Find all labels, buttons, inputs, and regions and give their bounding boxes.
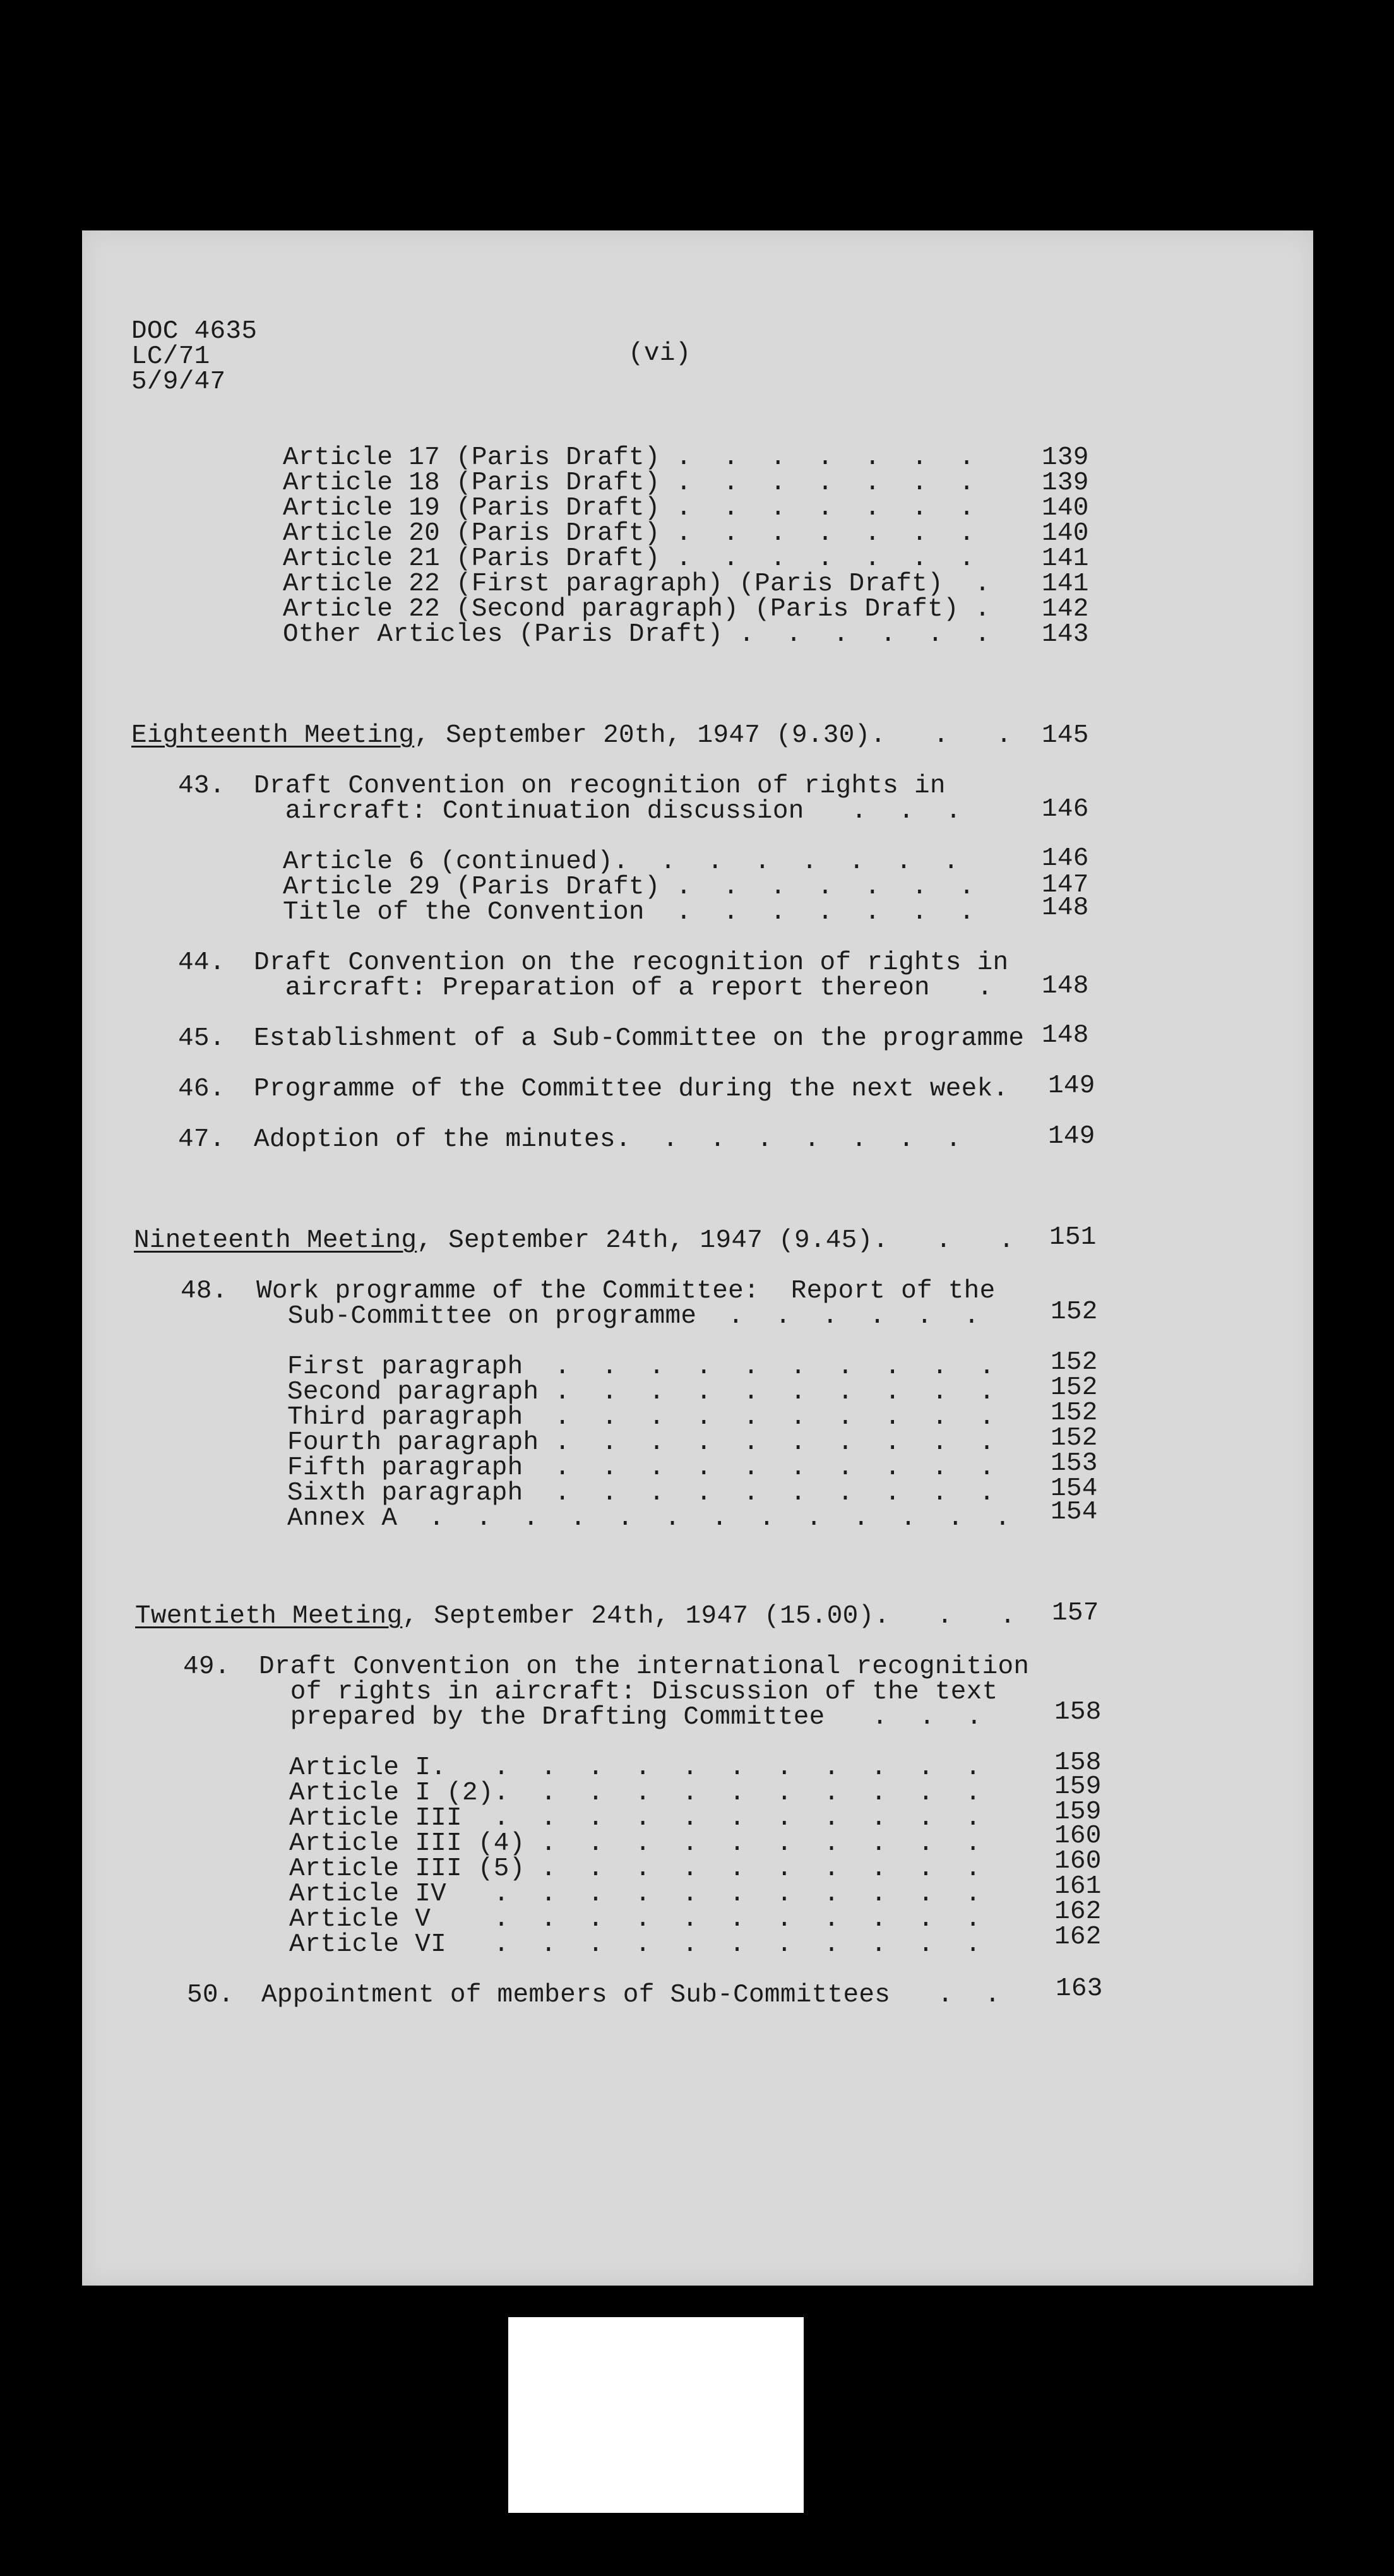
toc-entry: Article I (2). . . . . . . . . . . xyxy=(289,1779,981,1808)
meeting-date: , September 20th, 1947 (9.30). . . xyxy=(414,721,1012,750)
toc-page: 140 xyxy=(1042,494,1089,523)
toc-page: 141 xyxy=(1042,569,1089,599)
toc-page: 157 xyxy=(1052,1599,1099,1628)
meeting-title: Nineteenth Meeting xyxy=(134,1226,417,1255)
toc-page: 143 xyxy=(1042,620,1089,649)
item-number: 43. xyxy=(178,772,225,801)
item-text: Appointment of members of Sub-Committees . . xyxy=(261,1981,1001,2010)
toc-entry: Article 29 (Paris Draft) . . . . . . . xyxy=(283,873,975,902)
meeting-heading xyxy=(131,723,1012,748)
item-number: 48. xyxy=(181,1277,228,1306)
toc-entry: Article III (4) . . . . . . . . . . xyxy=(289,1829,981,1858)
toc-page: 139 xyxy=(1042,443,1089,472)
item-number: 47. xyxy=(178,1125,225,1154)
toc-entry: Article III . . . . . . . . . . . xyxy=(289,1804,981,1833)
item-text: Establishment of a Sub-Committee on the programme xyxy=(254,1024,1025,1053)
toc-page: 154 xyxy=(1051,1474,1098,1503)
toc-page: 161 xyxy=(1054,1872,1102,1901)
toc-entry: Article 19 (Paris Draft) . . . . . . . xyxy=(283,494,975,523)
item-text: Work programme of the Committee: Report of the xyxy=(256,1277,996,1306)
toc-page: 149 xyxy=(1048,1071,1095,1100)
toc-page: 147 xyxy=(1042,871,1089,900)
toc-page: 162 xyxy=(1054,1923,1102,1952)
toc-page: 162 xyxy=(1054,1897,1102,1926)
toc-entry: Article IV . . . . . . . . . . . xyxy=(289,1880,981,1909)
item-text: prepared by the Drafting Committee . . . xyxy=(259,1703,982,1732)
meeting-date: , September 24th, 1947 (15.00). . . xyxy=(402,1602,1016,1631)
toc-entry: Article V . . . . . . . . . . . xyxy=(289,1905,981,1934)
toc-entry: Article III (5) . . . . . . . . . . xyxy=(289,1854,981,1883)
toc-page: 153 xyxy=(1051,1449,1098,1478)
toc-entry: First paragraph . . . . . . . . . . xyxy=(287,1352,995,1381)
toc-entry: Article 22 (First paragraph) (Paris Draft) . xyxy=(283,569,991,599)
item-number: 46. xyxy=(178,1075,225,1104)
meeting-title: Eighteenth Meeting xyxy=(131,721,415,750)
toc-page: 145 xyxy=(1042,721,1089,750)
toc-page: 142 xyxy=(1042,595,1089,624)
toc-page: 148 xyxy=(1042,972,1089,1001)
toc-entry: Article VI . . . . . . . . . . . xyxy=(289,1930,981,1959)
meeting-title: Twentieth Meeting xyxy=(135,1602,403,1631)
toc-entry: Sixth paragraph . . . . . . . . . . xyxy=(287,1479,995,1508)
toc-page: 158 xyxy=(1054,1698,1102,1727)
item-number: 50. xyxy=(187,1981,234,2010)
toc-page: 141 xyxy=(1042,544,1089,573)
item-text: Sub-Committee on programme . . . . . . xyxy=(256,1302,980,1331)
toc-page: 152 xyxy=(1051,1297,1098,1327)
item-number: 49. xyxy=(183,1652,230,1681)
toc-page: 152 xyxy=(1051,1424,1098,1453)
item-text: aircraft: Continuation discussion . . . xyxy=(254,797,962,826)
toc-page: 151 xyxy=(1049,1223,1097,1252)
item-text: Programme of the Committee during the next week. xyxy=(254,1075,1009,1104)
item-text: aircraft: Preparation of a report thereon . xyxy=(254,974,993,1003)
toc-page: 148 xyxy=(1042,1021,1089,1050)
toc-entry: Annex A . . . . . . . . . . . . . xyxy=(287,1504,1011,1533)
toc-page: 152 xyxy=(1051,1348,1098,1377)
toc-page: 140 xyxy=(1042,519,1089,548)
toc-page: 163 xyxy=(1056,1974,1103,2003)
meeting-heading xyxy=(135,1604,1016,1629)
toc-entry: Second paragraph . . . . . . . . . . xyxy=(287,1378,995,1407)
toc-page: 154 xyxy=(1051,1498,1098,1527)
doc-code: LC/71 xyxy=(131,342,210,371)
page-label: (vi) xyxy=(628,339,691,368)
doc-date: 5/9/47 xyxy=(131,367,226,397)
toc-page: 149 xyxy=(1048,1122,1095,1151)
toc-entry: Third paragraph . . . . . . . . . . xyxy=(287,1403,995,1432)
toc-page: 160 xyxy=(1054,1822,1102,1851)
item-text: of rights in aircraft: Discussion of the text xyxy=(259,1678,998,1707)
toc-page: 159 xyxy=(1054,1772,1102,1801)
toc-page: 146 xyxy=(1042,844,1089,873)
toc-entry: Title of the Convention . . . . . . . xyxy=(283,898,975,927)
item-text: Draft Convention on the international recognition xyxy=(259,1652,1030,1681)
toc-entry: Article 21 (Paris Draft) . . . . . . . xyxy=(283,544,975,573)
item-text: Draft Convention on the recognition of rights in xyxy=(254,948,1009,977)
toc-page: 158 xyxy=(1054,1748,1102,1777)
item-number: 44. xyxy=(178,948,225,977)
item-text: Draft Convention on recognition of rights in xyxy=(254,772,946,801)
toc-entry: Article 22 (Second paragraph) (Paris Draft) . xyxy=(283,595,991,624)
toc-entry: Article I. . . . . . . . . . . . xyxy=(289,1753,981,1782)
toc-entry: Article 17 (Paris Draft) . . . . . . . xyxy=(283,443,975,472)
toc-page: 148 xyxy=(1042,893,1089,922)
toc-page: 139 xyxy=(1042,468,1089,498)
toc-entry: Fifth paragraph . . . . . . . . . . xyxy=(287,1453,995,1482)
meeting-date: , September 24th, 1947 (9.45). . . xyxy=(417,1226,1015,1255)
toc-entry: Fourth paragraph . . . . . . . . . . xyxy=(287,1428,995,1457)
blank-card xyxy=(508,2317,804,2513)
item-number: 45. xyxy=(178,1024,225,1053)
toc-page: 152 xyxy=(1051,1398,1098,1428)
toc-entry: Article 18 (Paris Draft) . . . . . . . xyxy=(283,468,975,498)
toc-page: 159 xyxy=(1054,1798,1102,1827)
item-text: Adoption of the minutes. . . . . . . . xyxy=(254,1125,962,1154)
toc-entry: Other Articles (Paris Draft) . . . . . . xyxy=(283,620,991,649)
toc-page: 152 xyxy=(1051,1373,1098,1402)
toc-page: 160 xyxy=(1054,1847,1102,1876)
toc-page: 146 xyxy=(1042,795,1089,824)
meeting-heading xyxy=(134,1228,1015,1253)
toc-entry: Article 20 (Paris Draft) . . . . . . . xyxy=(283,519,975,548)
toc-entry: Article 6 (continued). . . . . . . . xyxy=(283,847,959,876)
doc-number: DOC 4635 xyxy=(131,317,258,346)
